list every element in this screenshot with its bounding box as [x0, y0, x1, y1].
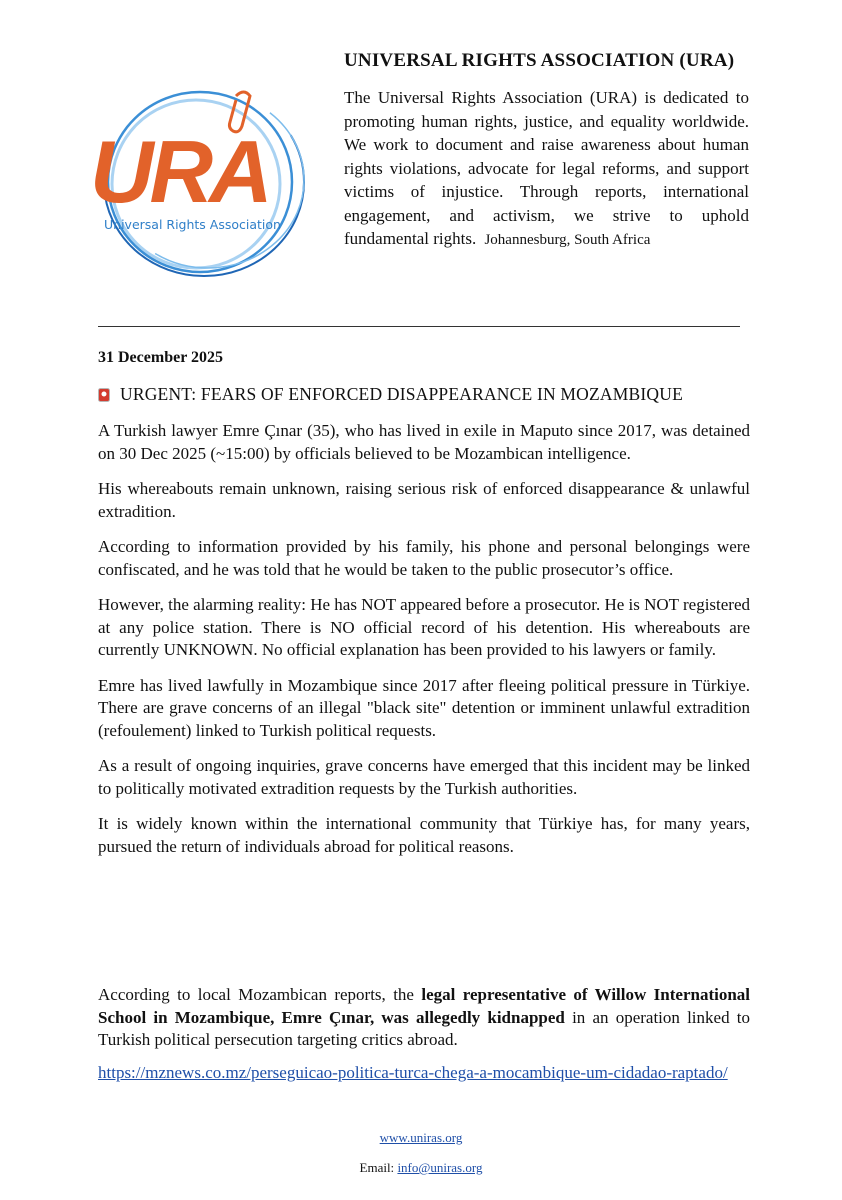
document-body [98, 420, 750, 871]
paragraph: A Turkish lawyer Emre Çınar (35), who has lived in exile in Maputo since 2017, was detained on 30 Dec 2025 (~15:00) by officials believed to be Mozambican intelligence. [98, 421, 750, 463]
header-divider [98, 326, 740, 327]
ura-logo [84, 84, 308, 280]
report-paragraph [98, 984, 750, 1052]
headline [98, 384, 758, 405]
email-link[interactable]: info@uniras.org [397, 1160, 483, 1175]
paragraph: Emre has lived lawfully in Mozambique since 2017 after fleeing political pressure in Türkiye. There are grave concerns of an illegal "black site" detention or imminent unlawful extradition (refoulement) linked to Turkish political requests. [98, 675, 750, 740]
email-label: Email: [359, 1160, 395, 1175]
report-bold: legal representative of Willow International School in Mozambique, Emre Çınar, was allegedly kidnapped [98, 985, 751, 1027]
pushpin-icon [98, 388, 110, 402]
document-date: 31 December 2025 [98, 349, 223, 366]
headline-text: URGENT: FEARS OF ENFORCED DISAPPEARANCE IN MOZAMBIQUE [120, 384, 683, 404]
logo-subtitle: Universal Rights Association [104, 217, 281, 232]
paragraph: As a result of ongoing inquiries, grave concerns have emerged that this incident may be linked to politically motivated extradition requests by the Turkish authorities. [98, 756, 750, 798]
footer-email [0, 1160, 842, 1176]
logo-text: URA [90, 122, 269, 221]
org-title: UNIVERSAL RIGHTS ASSOCIATION (URA) [344, 50, 735, 71]
source-paragraph [98, 1062, 750, 1085]
org-description [344, 86, 749, 253]
org-description-text: The Universal Rights Association (URA) is dedicated to promoting human rights, justice, and equality worldwide. We work to document and raise awareness about human rights violations, advocate for legal reforms, and support victims of injustice. Through reports, international engagement, and activism, we strive to uphold fundamental rights. [344, 88, 749, 248]
paragraph: It is widely known within the international community that Türkiye has, for many years, pursued the return of individuals abroad for political reasons. [98, 814, 750, 856]
report-section [98, 984, 750, 1094]
report-intro: According to local Mozambican reports, the [98, 985, 414, 1004]
source-link[interactable]: https://mznews.co.mz/perseguicao-politica-turca-chega-a-mocambique-um-cidadao-raptado/ [98, 1062, 728, 1082]
website-link[interactable]: www.uniras.org [379, 1130, 463, 1145]
paragraph: According to information provided by his family, his phone and personal belongings were confiscated, and he was told that he would be taken to the public prosecutor’s office. [98, 537, 750, 579]
report-outro: in an operation linked to Turkish political persecution targeting critics abroad. [98, 1007, 750, 1049]
footer-website [0, 1130, 842, 1146]
paragraph: His whereabouts remain unknown, raising serious risk of enforced disappearance & unlawful extradition. [98, 479, 750, 521]
org-location: Johannesburg, South Africa [484, 232, 651, 248]
paragraph: However, the alarming reality: He has NOT appeared before a prosecutor. He is NOT registered at any police station. There is NO official record of his detention. His whereabouts are currently UNKNOWN. No official explanation has been provided to his lawyers or family. [98, 595, 751, 659]
